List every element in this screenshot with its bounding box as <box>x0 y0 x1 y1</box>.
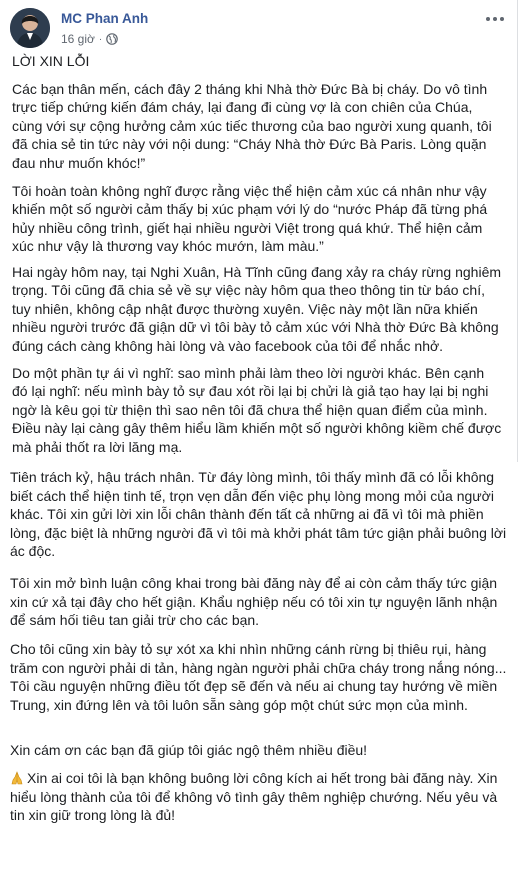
praying-hands-icon <box>10 771 24 785</box>
post-paragraph: Do một phần tự ái vì nghĩ: sao mình phải làm theo lời người khác. Bên cạnh đó lại nghĩ: nếu mình bày tỏ sự đau xót rồi lại bị chửi là giả tạo hay lại bị nghi ngờ là kêu gọi từ thiện thì sao nên tôi đã chưa thể hiện quan điểm của mình. Điều này lại càng gây thêm hiểu lầm khiến một số người không kiềm chế được mà phải thốt ra lời lăng mạ. <box>12 365 502 455</box>
continuation-paragraph: Cho tôi cũng xin bày tỏ sự xót xa khi nhìn những cánh rừng bị thiêu rụi, hàng trăm con người phải di tản, hàng ngàn người phải chữa cháy trong nắng nóng... Tôi cầu nguyện những điều tốt đẹp sẽ đến và nếu ai chung tay hướng về miền Trung, xin đứng lên và tôi luôn sẵn sàng góp một chút sức mọn của mình. <box>10 641 507 713</box>
continuation-paragraph: Xin cám ơn các bạn đã giúp tôi giác ngộ thêm nhiều điều! <box>10 742 368 758</box>
globe-icon[interactable] <box>106 33 118 45</box>
final-paragraph-text: Xin ai coi tôi là bạn không buông lời công kích ai hết trong bài đăng này. Xin hiểu lòng thành của tôi để không vô tình gây thêm nghiệp chướng. Nếu yêu và tin xin giữ trong lòng là đủ! <box>10 770 498 824</box>
post-paragraph: Các bạn thân mến, cách đây 2 tháng khi Nhà thờ Đức Bà bị cháy. Do vô tình trực tiếp chứng kiến đám cháy, lại đang đi cùng vợ là con chiên của Chúa, cùng với sự cộng hưởng cảm xúc tiếc thương của bao người xung quanh, tôi đã chia sẻ tin tức này với nội dung: “Cháy Nhà thờ Đức Bà Paris. Lòng quặn đau như muốn khóc!” <box>12 81 492 171</box>
post-paragraph: Hai ngày hôm nay, tại Nghi Xuân, Hà Tĩnh cũng đang xảy ra cháy rừng nghiêm trọng. Tôi cũng đã chia sẻ về sự việc này hôm qua theo thông tin từ báo chí, tuy nhiên, không cập nhật được thường xuyên. Việc này một lần nữa khiến nhiều người trước đã giận dữ vì tôi bày tỏ cảm xúc với Nhà thờ Đức Bà không đúng cách càng không hài lòng và vào facebook của tôi để nhắc nhở. <box>12 264 502 354</box>
more-options-icon[interactable] <box>484 12 506 26</box>
continuation-paragraph-final <box>10 769 510 825</box>
avatar-photo <box>10 8 50 48</box>
post-header <box>10 6 510 54</box>
avatar[interactable] <box>10 8 50 48</box>
post-title: LỜI XIN LỖI <box>12 53 90 69</box>
meta-separator: · <box>98 33 103 45</box>
post-paragraph: Tôi hoàn toàn không nghĩ được rằng việc thể hiện cảm xúc cá nhân như vậy khiến một số người cảm thấy bị xúc phạm với lý do “nước Pháp đã từng phá hủy nhiều công trình, giết hại nhiều người Việt trong quá khứ. Thể hiện cảm xúc như vậy là thương vay khóc mướn, làm màu.” <box>12 183 488 255</box>
continuation-paragraph: Tôi xin mở bình luận công khai trong bài đăng này để ai còn cảm thấy tức giận xin cứ xả tại đây cho hết giận. Khẩu nghiệp nếu có tôi xin tự nguyện lãnh nhận để sám hối tiêu tan giải trừ cho các bạn. <box>10 575 498 629</box>
post-timestamp[interactable]: 16 giờ <box>61 32 95 46</box>
author-name[interactable]: MC Phan Anh <box>61 11 149 26</box>
continuation-paragraph: Tiên trách kỷ, hậu trách nhân. Từ đáy lòng mình, tôi thấy mình đã có lỗi không biết cách thể hiện tinh tế, trọn vẹn dẫn đến việc phụ lòng mong mỏi của người khác. Tôi xin gửi lời xin lỗi chân thành đến tất cả những ai đã vì tôi mà phiền lòng, đặc biệt là những người đã vì tôi mà khởi phát tâm tức giận phải buông lời ác độc. <box>10 469 507 560</box>
post-meta <box>61 32 118 46</box>
